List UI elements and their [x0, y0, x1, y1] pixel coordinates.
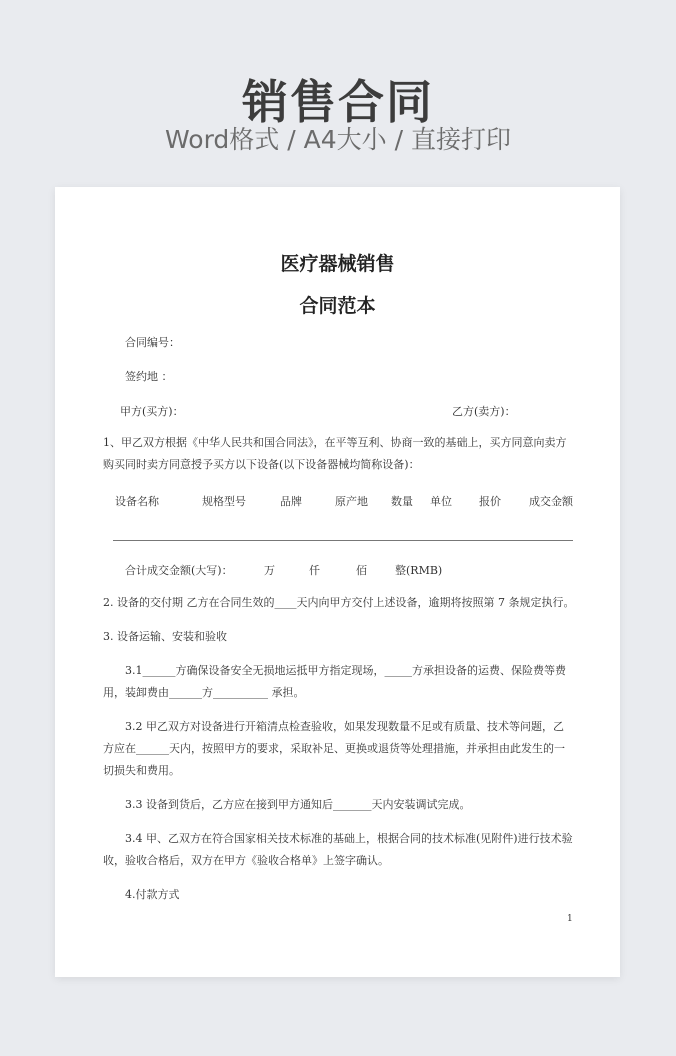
banner-title: 销售合同: [242, 75, 434, 129]
contract-number-label: 合同编号：: [125, 336, 180, 349]
table-header-unit: 单位: [430, 495, 452, 508]
table-header-amount: 成交金额: [529, 495, 573, 508]
document-page: [55, 187, 620, 977]
total-unit-qian: 仟: [309, 564, 320, 577]
table-divider: [113, 540, 573, 541]
party-b-label: 乙方(卖方)：: [452, 405, 516, 418]
total-amount-label: 合计成交金额(大写)：: [125, 564, 233, 577]
party-a-label: 甲方(买方)：: [120, 405, 184, 418]
table-header-model: 规格型号: [202, 495, 246, 508]
table-header-name: 设备名称: [115, 495, 159, 508]
clause-3-1: 3.1______方确保设备安全无损地运抵甲方指定现场，_____方承担设备的运费、保险费等费用，装卸费由______方__________ 承担。: [103, 664, 566, 699]
banner-subtitle: Word格式 / A4大小 / 直接打印: [165, 125, 511, 154]
clause-2: 2. 设备的交付期 乙方在合同生效的____天内向甲方交付上述设备，逾期将按照第 7 条规定执行。: [103, 596, 575, 609]
sign-place-label: 签约地 ：: [125, 370, 173, 383]
clause-3-3: 3.3 设备到货后，乙方应在接到甲方通知后_______天内安装调试完成。: [125, 798, 471, 811]
table-header-quantity: 数量: [391, 495, 413, 508]
total-unit-wan: 万: [264, 564, 275, 577]
clause-3-heading: 3. 设备运输、安装和验收: [103, 630, 227, 643]
clause-4-heading: 4.付款方式: [125, 888, 180, 901]
page-number: 1: [567, 914, 573, 924]
clause-3-2: 3.2 甲乙双方对设备进行开箱清点检查验收，如果发现数量不足或有质量、技术等问题，乙方应在______天内，按照甲方的要求，采取补足、更换或退货等处理措施，并承担由此发生的一切损失和费用。: [103, 720, 565, 777]
document-title-line2: 合同范本: [299, 295, 376, 317]
table-header-brand: 品牌: [280, 495, 302, 508]
total-unit-bai: 佰: [356, 564, 367, 577]
clause-3-4: 3.4 甲、乙双方在符合国家相关技术标准的基础上，根据合同的技术标准(见附件)进行技术验收，验收合格后，双方在甲方《验收合格单》上签字确认。: [103, 832, 573, 867]
document-title-line1: 医疗器械销售: [280, 253, 395, 275]
clause-1: 1、甲乙双方根据《中华人民共和国合同法》，在平等互利、协商一致的基础上，买方同意向卖方购买同时卖方同意授予买方以下设备(以下设备器械均简称设备)：: [103, 436, 567, 471]
table-header-origin: 原产地: [335, 495, 368, 508]
total-unit-zheng: 整(RMB): [395, 564, 443, 577]
table-header-price: 报价: [479, 495, 501, 508]
